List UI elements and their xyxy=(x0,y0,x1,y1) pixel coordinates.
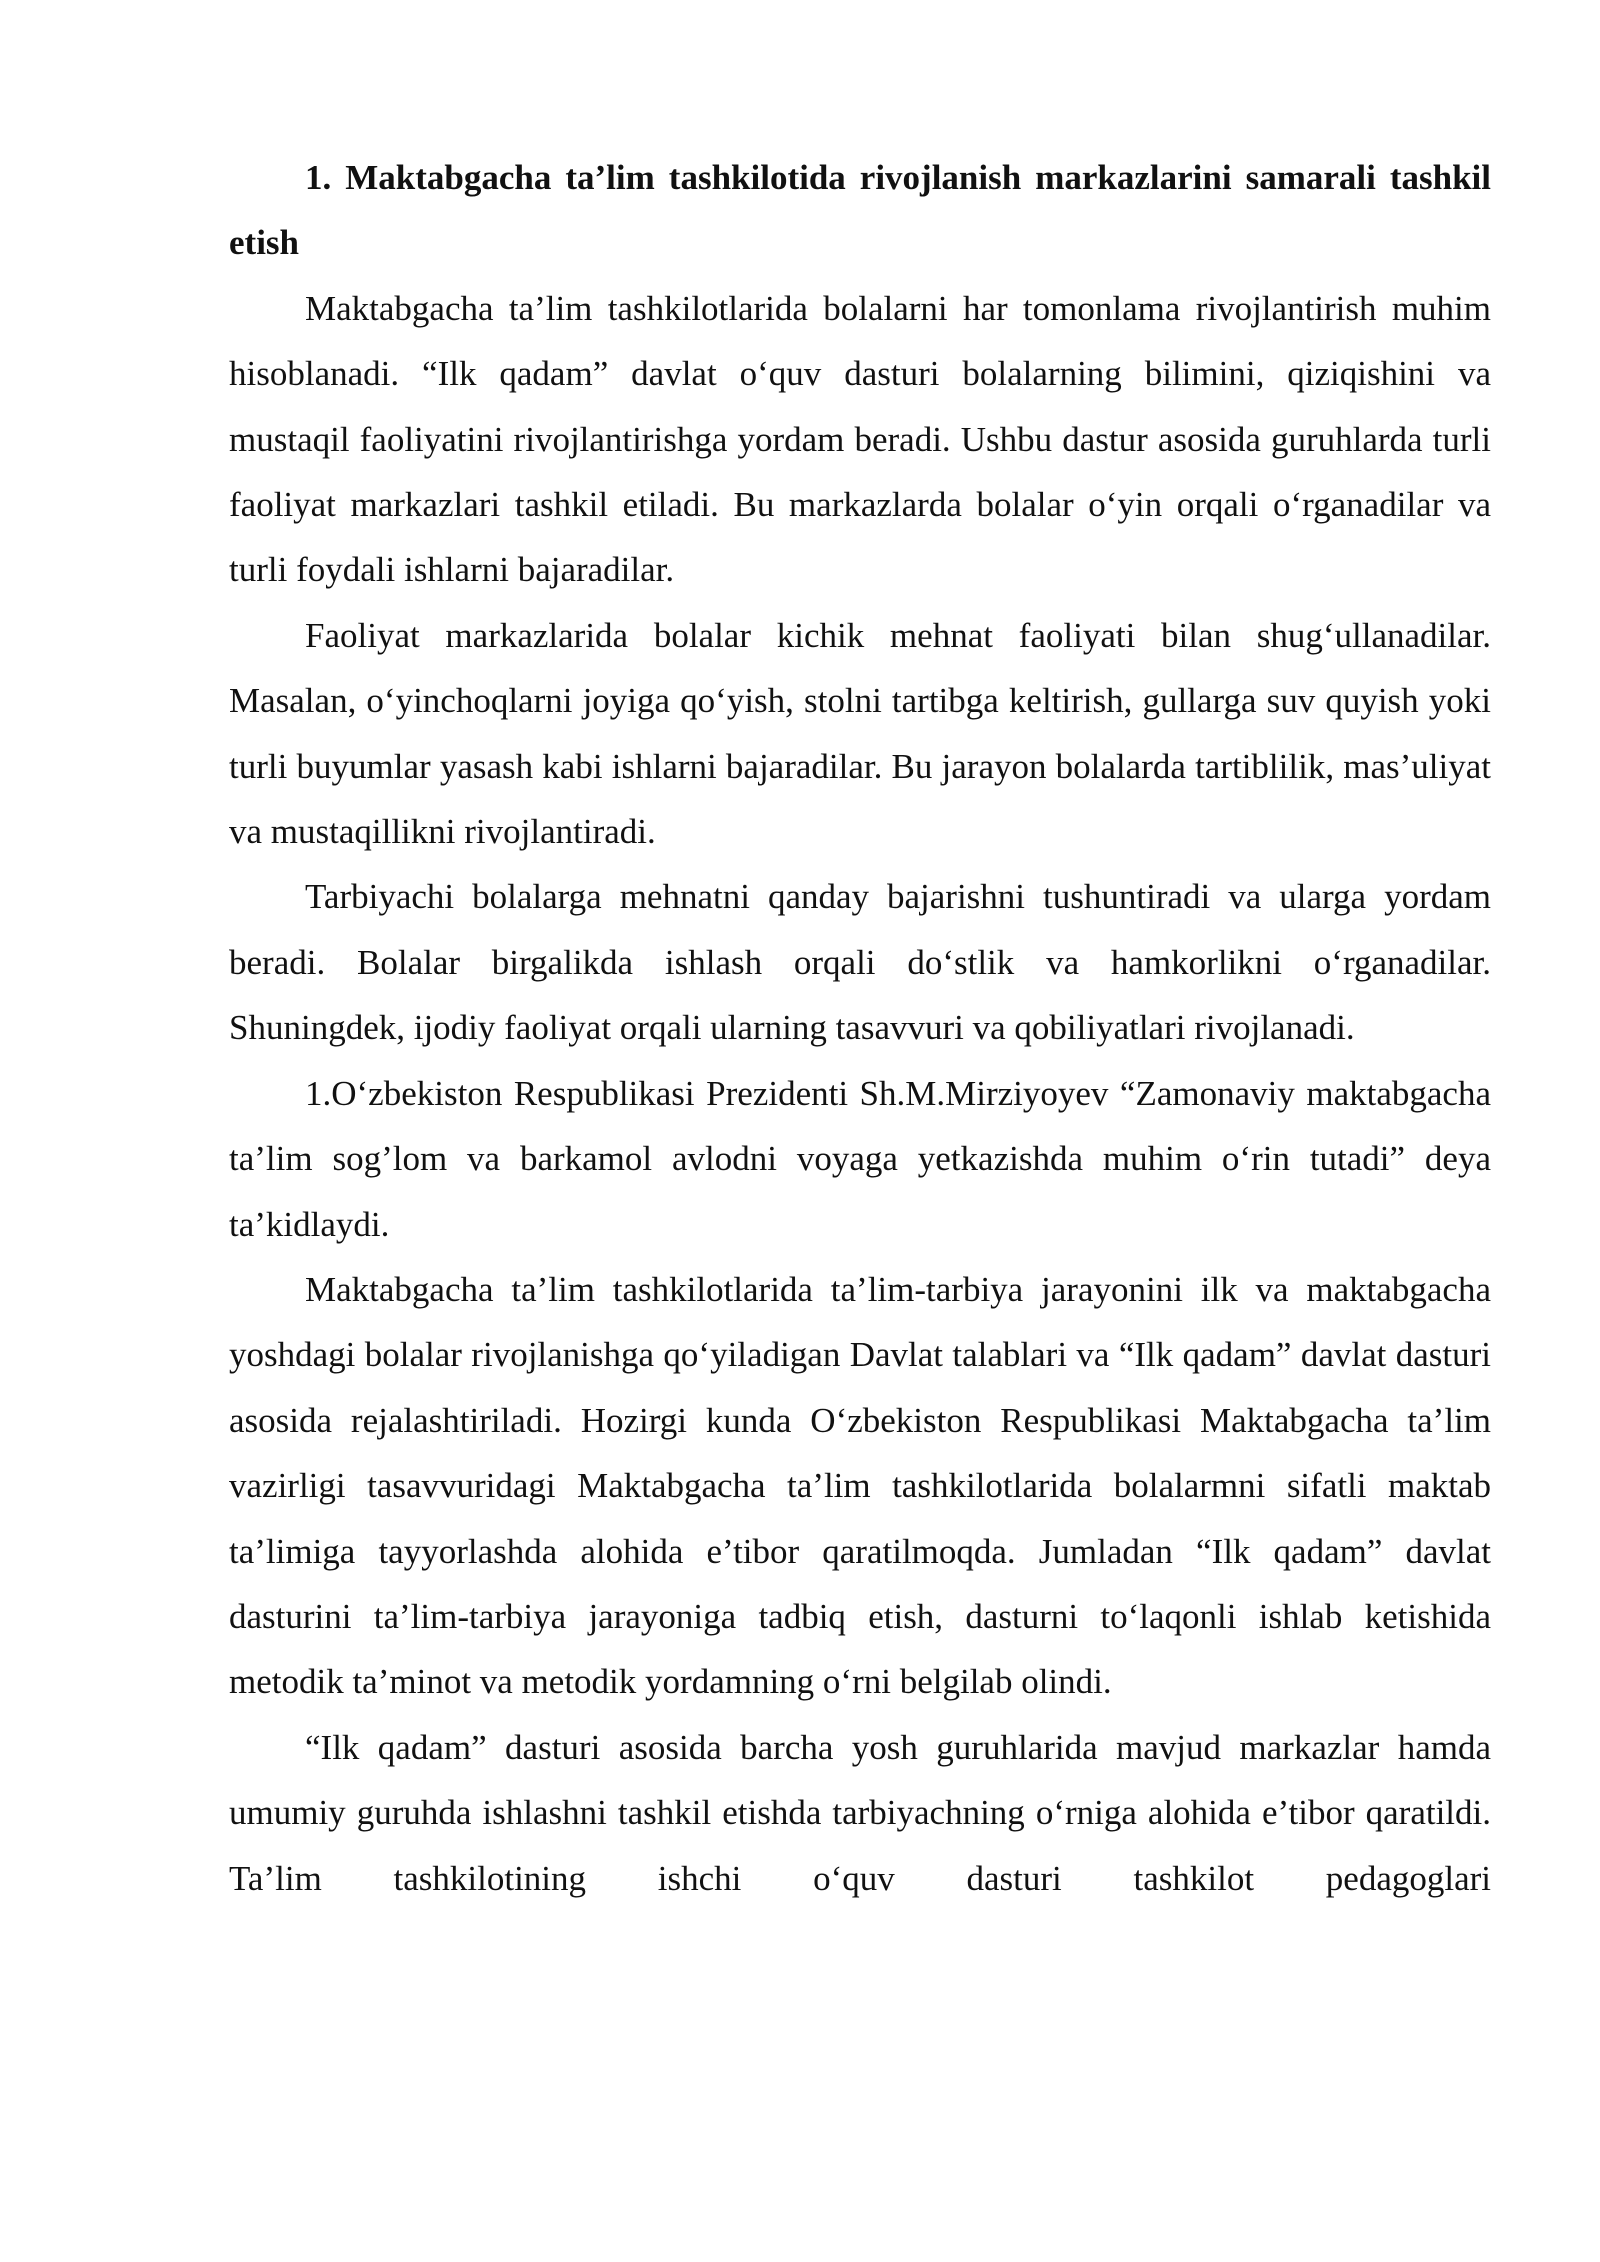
paragraph-4: 1.O‘zbekiston Respublikasi Prezidenti Sh.M.Mirziyoyev “Zamonaviy maktabgacha ta’lim sog’lom va barkamol avlodni voyaga yetkazishda muhim o‘rin tutadi” deya ta’kidlaydi. xyxy=(229,1073,1491,1244)
paragraph-2: Faoliyat markazlarida bolalar kichik mehnat faoliyati bilan shug‘ullanadilar. Masalan, o‘yinchoqlarni joyiga qo‘yish, stolni tartibga keltirish, gullarga suv quyish yoki turli buyumlar yasash kabi ishlarni bajaradilar. Bu jarayon bolalarda tartiblilik, mas’uliyat va mustaqillikni rivojlantiradi. xyxy=(229,615,1491,852)
document-page xyxy=(229,145,1491,1911)
paragraph-3: Tarbiyachi bolalarga mehnatni qanday bajarishni tushuntiradi va ularga yordam beradi. Bolalar birgalikda ishlash orqali do‘stlik va hamkorlikni o‘rganadilar. Shuningdek, ijodiy faoliyat orqali ularning tasavvuri va qobiliyatlari rivojlanadi. xyxy=(229,877,1491,1048)
paragraph-1: Maktabgacha ta’lim tashkilotlarida bolalarni har tomonlama rivojlantirish muhim hisoblanadi. “Ilk qadam” davlat o‘quv dasturi bolalarning bilimini, qiziqishini va mustaqil faoliyatini rivojlantirishga yordam beradi. Ushbu dastur asosida guruhlarda turli faoliyat markazlari tashkil etiladi. Bu markazlarda bolalar o‘yin orqali o‘rganadilar va turli foydali ishlarni bajaradilar. xyxy=(229,288,1491,590)
paragraph-6: “Ilk qadam” dasturi asosida barcha yosh guruhlarida mavjud markazlar hamda umumiy guruhda ishlashni tashkil etishda tarbiyachning o‘rniga alohida e’tibor qaratildi. Ta’lim tashkilotining ishchi o‘quv dasturi tashkilot pedagoglari xyxy=(229,1727,1491,1898)
section-heading: 1. Maktabgacha ta’lim tashkilotida rivojlanish markazlarini samarali tashkil etish xyxy=(229,158,1491,263)
paragraph-5: Maktabgacha ta’lim tashkilotlarida ta’lim-tarbiya jarayonini ilk va maktabgacha yoshdagi bolalar rivojlanishga qo‘yiladigan Davlat talablari va “Ilk qadam” davlat dasturi asosida rejalashtiriladi. Hozirgi kunda O‘zbekiston Respublikasi Maktabgacha ta’lim vazirligi tasavvuridagi Maktabgacha ta’lim tashkilotlarida bolalarmni sifatli maktab ta’limiga tayyorlashda alohida e’tibor qaratilmoqda. Jumladan “Ilk qadam” davlat dasturini ta’lim-tarbiya jarayoniga tadbiq etish, dasturni to‘laqonli ishlab ketishida metodik ta’minot va metodik yordamning o‘rni belgilab olindi. xyxy=(229,1269,1491,1702)
